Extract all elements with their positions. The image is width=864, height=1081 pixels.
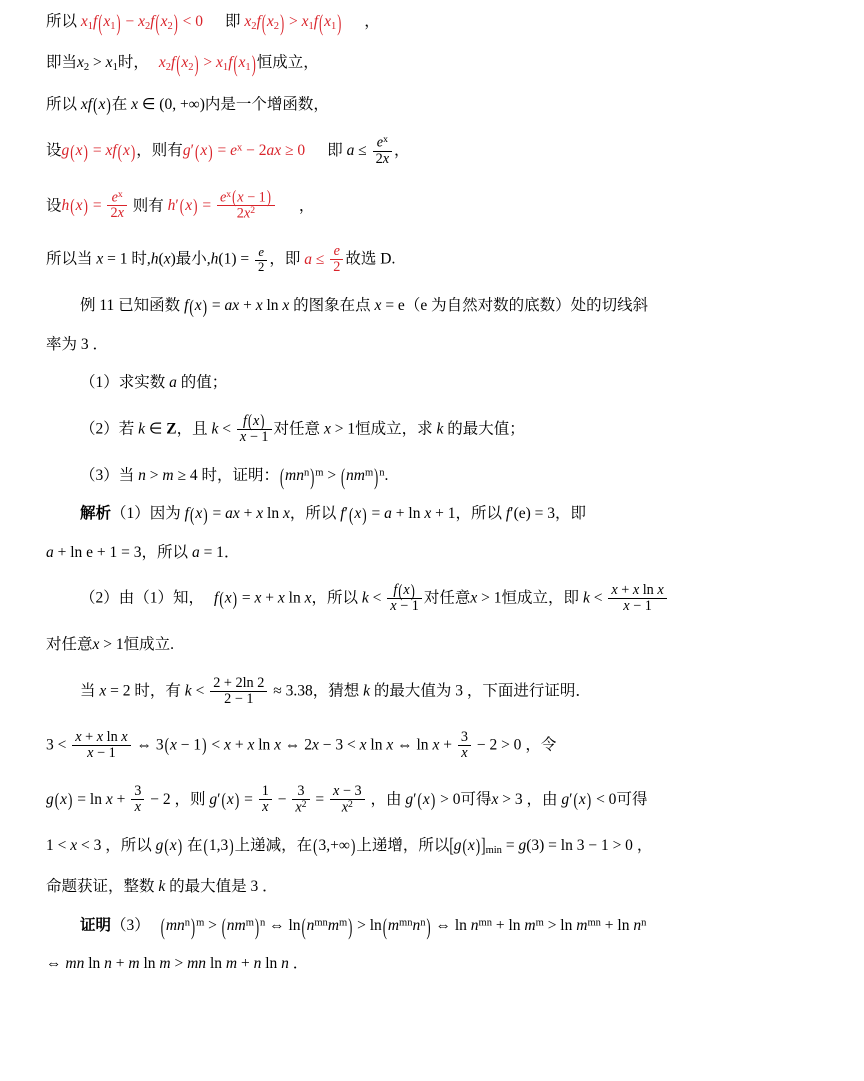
text-line: 命题获证，整数 k 的最大值是 3 ． [46,878,278,896]
text-line: ⇔ mn ln n + m ln m > mn ln m + n ln n ． [46,955,309,973]
text-line: 所以当 x = 1 时,h(x)最小,h(1) = $\frac{e}{2}$ ，即 a ≤ $\frac{e}{2}$ 故选 D. [46,243,396,276]
text-line: g(x) = ln x + $\frac{3}{x}$ − 2 ，则 g′(x) = $\frac{1}{x}$ − $\frac{3}{x^2}$ = $\frac{x - 3}{x^2}$ ，由 g′(x) > 0可得x > 3 ，由 g′(x) < 0可得 [46,782,648,815]
text-line: 设h(x) = $\frac{e^x}{2x}$ 则有 h′(x) = $\frac{e^x(x - 1)}{2x^2}$ ， [46,187,315,222]
text-line: 例 11 已知函数 f(x) = ax + x ln x 的图象在点 x = e（e 为自然对数的底数）处的切线斜 [80,295,649,317]
text-line: a + ln e + 1 = 3，所以 a = 1． [46,543,240,561]
text-line: （1）求实数 a 的值； [80,374,228,392]
text-line: 率为 3 ． [46,335,109,353]
text-line: 所以 $x_1f(x_1) - x_2f(x_2) < 0$ 即 $x_2f(x_2) > x_1f(x_1)$ ， [46,9,380,37]
text-line: 解析（1）因为 f(x) = ax + x ln x，所以 f′(x) = a + ln x + 1，所以 f′(e) = 3，即 [80,503,587,525]
text-line: 对任意x > 1恒成立. [46,636,175,654]
text-line: （3）当 n > m ≥ 4 时，证明：$(mn^n)^m > (nm^m)^n$. [80,463,389,490]
text-line: （2）由（1）知， f(x) = x + x ln x，所以 k < $\frac{f(x)}{x - 1}$ 对任意x > 1恒成立，即 k < $\frac{\text{x + x ln x}}{x - 1}$ [46,583,818,614]
text-line: （2）若 k ∈ Z，且 k < $\frac{f(x)}{x - 1}$ 对任意 x > 1恒成立，求 k 的最大值； [80,410,525,445]
text-line: 设g(x) = xf(x)，则有$g'(x) = e^x - 2ax \ge 0$ 即 a ≤ $\frac{e^x}{2x}$ ， [46,134,410,167]
text-line: 证明（3） $(mn^n)^m > (nm^m)^n$ ⇔ $\ln(n^{mn}m^m) > \ln(m^{mn}n^n)$ ⇔ $\ln n^{mn} + \ln m^m > \ln m^{mn} + \ln n^n$ [80,913,647,940]
text-line: 当 x = 2 时，有 k < $\frac{2 + 2\ln 2}{2 - 1}$ ≈ 3.38，猜想 k 的最大值为 3 ，下面进行证明． [80,674,591,707]
text-line: 3 < $\frac{\text{x + x ln x}}{x - 1}$ ⇔ 3(x − 1) < x + x ln x ⇔ 2x − 3 < x ln x ⇔ ln x + $\frac{3}{x}$ − 2 > 0 ，令 [46,728,557,761]
text-line: 1 < x < 3 ，所以 g(x) 在(1,3)上递减，在(3,+∞)上递增，所以$[g(x)]_{min} = g(3) = \ln 3 - 1 > 0$ ， [46,834,653,857]
text-line: 所以 xf(x)在 x ∈ (0, +∞)内是一个增函数， [46,93,329,116]
text-line: 即当$x_2 > x_1$时， $x_2f(x_2) > x_1f(x_1)$恒成立， [46,50,319,78]
